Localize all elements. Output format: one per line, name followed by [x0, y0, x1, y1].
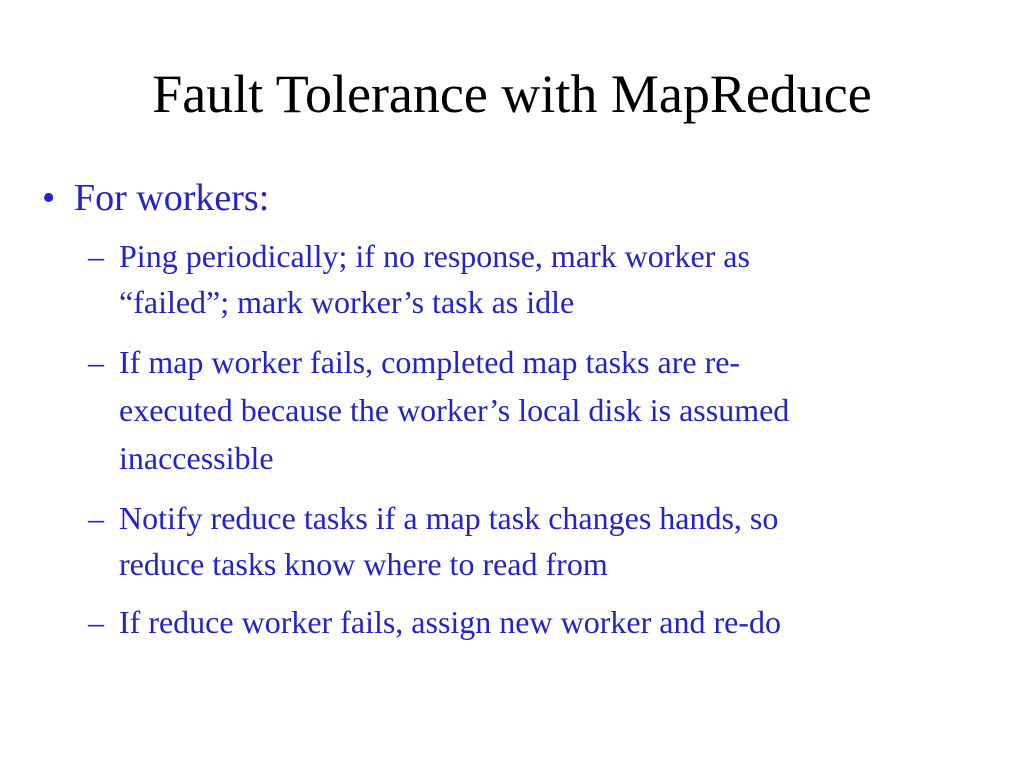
subitem-dash: –: [88, 238, 104, 274]
slide-title: Fault Tolerance with MapReduce: [152, 64, 872, 124]
subitem-line: If reduce worker fails, assign new worker and re-do: [119, 604, 781, 640]
bullet-text: For workers:: [74, 177, 270, 219]
subitem-line: executed because the worker’s local disk is assumed: [119, 392, 790, 428]
subitem-dash: –: [88, 500, 104, 536]
subitem-line: reduce tasks know where to read from: [119, 546, 608, 582]
subitem-line: “failed”; mark worker’s task as idle: [119, 284, 575, 320]
bullet-marker: •: [42, 177, 56, 219]
subitem-line: inaccessible: [119, 440, 274, 476]
subitem-line: Ping periodically; if no response, mark worker as: [119, 238, 750, 274]
subitem-dash: –: [88, 344, 104, 380]
subitem-line: If map worker fails, completed map tasks are re-: [119, 344, 741, 380]
subitem-dash: –: [88, 604, 104, 640]
subitem-line: Notify reduce tasks if a map task changes hands, so: [119, 500, 779, 536]
